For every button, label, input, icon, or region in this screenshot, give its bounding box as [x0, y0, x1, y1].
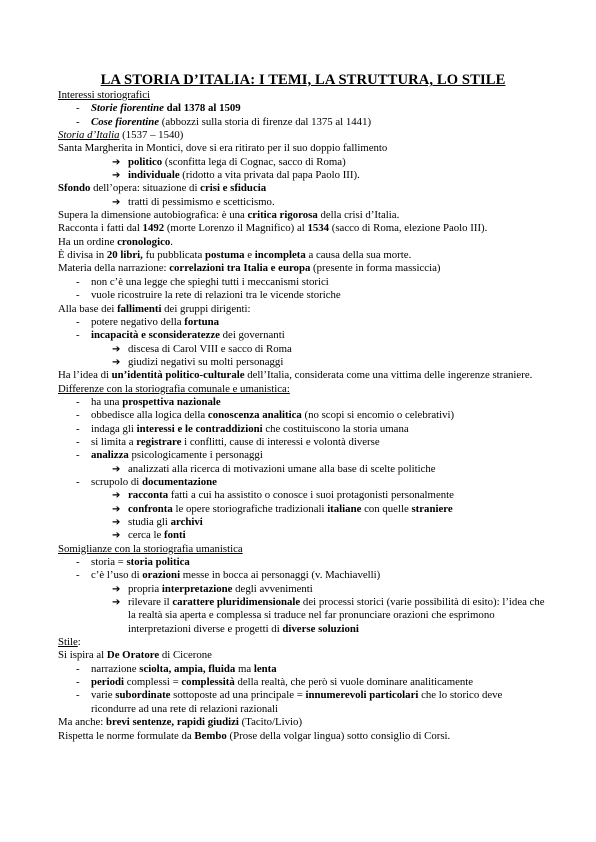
text-segment: (no scopi si encomio o celebrativi) — [301, 409, 455, 422]
text-segment: postuma — [204, 249, 245, 262]
text-segment: fatti a cui ha assistito o conosce i suoi protagonisti personalmente — [168, 489, 454, 502]
text-segment: prospettiva nazionale — [122, 395, 221, 408]
text-segment: ma — [235, 662, 254, 675]
text-segment: (Tacito/Livio) — [238, 716, 303, 729]
text-segment: individuale — [128, 169, 180, 182]
text-line — [58, 262, 548, 275]
text-segment: Ha l’idea di — [58, 369, 112, 382]
text-segment: della realtà, che però si vuole dominare analiticamente — [234, 676, 474, 689]
arrow-icon: ➔ — [112, 530, 121, 542]
text-line — [58, 222, 548, 235]
arrow-icon: ➔ — [112, 170, 121, 182]
arrow-item — [58, 583, 548, 596]
text-segment: innumerevoli particolari — [305, 689, 419, 702]
text-segment: Differenze con la storiografia comunale e umanistica: — [58, 382, 290, 395]
text-line — [58, 730, 548, 743]
text-segment: storia = — [91, 556, 127, 569]
text-line — [58, 142, 548, 155]
text-segment: (sconfitta lega di Cognac, sacco di Roma) — [162, 155, 346, 168]
text-segment: dei governanti — [219, 329, 285, 342]
bullet-item — [58, 409, 548, 422]
text-segment: c’è l’uso di — [91, 569, 143, 582]
text-segment: conoscenza analitica — [207, 409, 302, 422]
arrow-icon: ➔ — [112, 503, 121, 515]
text-segment: non c’è una legge che spieghi tutti i meccanismi storici — [91, 275, 329, 288]
text-segment: fortuna — [184, 315, 220, 328]
text-line — [58, 636, 548, 649]
arrow-item — [58, 169, 548, 182]
text-line — [58, 383, 548, 396]
text-segment: fu pubblicata — [142, 249, 205, 262]
text-segment: propria — [128, 582, 162, 595]
text-segment: De Oratore — [106, 649, 160, 662]
text-segment: Santa Margherita in Montici, dove si era ritirato per il suo doppio fallimento — [58, 142, 388, 155]
text-segment: 1534 — [307, 222, 330, 235]
text-segment: Cose fiorentine — [91, 115, 160, 128]
text-segment: che lo storico deve ricondurre ad una rete di relazioni razionali — [91, 689, 503, 715]
text-segment: (Prose della volgar lingua) sotto consiglio di Corsi. — [226, 729, 451, 742]
text-segment: diverse soluzioni — [282, 622, 359, 635]
text-segment: crisi e sfiducia — [200, 182, 267, 195]
text-line — [58, 182, 548, 195]
bullet-item — [58, 676, 548, 689]
text-segment: Somiglianze con la storiografia umanistica — [58, 542, 243, 555]
text-segment: incompleta — [254, 249, 306, 262]
text-segment: indaga gli — [91, 422, 137, 435]
text-segment: documentazione — [141, 475, 217, 488]
text-segment: Bembo — [194, 729, 227, 742]
text-segment: con quelle — [361, 502, 412, 515]
text-line — [58, 236, 548, 249]
bullet-item — [58, 436, 548, 449]
text-segment: (morte Lorenzo il Magnifico) al — [164, 222, 308, 235]
arrow-icon: ➔ — [112, 156, 121, 168]
text-line — [58, 369, 548, 382]
text-segment: dei processi storici (varie possibilità di esito): l’idea che la realtà sia aperta e complessa si traduce nel far pronunciare orazioni che esprimono interpretazioni diverse e progetti di — [128, 596, 545, 635]
text-segment: obbedisce alla logica della — [91, 409, 208, 422]
text-segment: subordinate — [115, 689, 171, 702]
bullet-item — [58, 423, 548, 436]
text-segment: di Cicerone — [159, 649, 212, 662]
text-segment: discesa di Carol VIII e sacco di Roma — [128, 342, 292, 355]
text-segment: Ma anche: — [58, 716, 106, 729]
text-segment: Rispetta le norme formulate da — [58, 729, 195, 742]
arrow-icon: ➔ — [112, 490, 121, 502]
bullet-item — [58, 689, 548, 716]
text-segment: Stile — [58, 636, 78, 649]
text-segment: a causa della sua morte. — [305, 249, 412, 262]
text-segment: che costituiscono la storia umana — [262, 422, 409, 435]
text-segment: dell’opera: situazione di — [90, 182, 201, 195]
text-segment: dell’Italia, considerata come una vittima delle ingerenze straniere. — [244, 369, 533, 382]
text-segment: e — [244, 249, 255, 262]
arrow-item — [58, 156, 548, 169]
text-segment: Sfondo — [58, 182, 91, 195]
text-segment: (abbozzi sulla storia di firenze dal 1375 al 1441) — [159, 115, 372, 128]
text-line — [58, 129, 548, 142]
text-segment: fonti — [163, 529, 186, 542]
text-line — [58, 303, 548, 316]
text-segment: carattere pluridimensionale — [172, 596, 301, 609]
arrow-item — [58, 463, 548, 476]
text-segment: scrupolo di — [91, 475, 142, 488]
arrow-icon: ➔ — [112, 597, 121, 609]
arrow-item — [58, 503, 548, 516]
text-segment: interessi e le contraddizioni — [136, 422, 263, 435]
text-segment: varie — [91, 689, 116, 702]
text-segment: tratti di pessimismo e scetticismo. — [128, 195, 275, 208]
text-segment: (1537 – 1540) — [119, 129, 184, 142]
arrow-item — [58, 343, 548, 356]
text-segment: sciolta, ampia, fluida — [139, 662, 236, 675]
text-segment: brevi sentenze, rapidi giudizi — [105, 716, 239, 729]
document-page — [58, 71, 548, 743]
bullet-item — [58, 116, 548, 129]
arrow-icon: ➔ — [112, 343, 121, 355]
text-segment: racconta — [128, 489, 169, 502]
text-segment: analizza — [91, 449, 129, 462]
text-segment: i conflitti, cause di interessi e volontà diverse — [181, 435, 380, 448]
bullet-item — [58, 329, 548, 342]
text-segment: È divisa in — [58, 249, 107, 262]
text-segment: correlazioni tra Italia e europa — [169, 262, 311, 275]
text-segment: dal 1378 al 1509 — [166, 102, 241, 115]
bullet-item — [58, 276, 548, 289]
text-segment: vuole ricostruire la rete di relazioni tra le vicende storiche — [91, 289, 341, 302]
text-segment: degli avvenimenti — [232, 582, 313, 595]
text-segment: le opere storiografiche tradizionali — [172, 502, 328, 515]
bullet-item — [58, 569, 548, 582]
text-segment: dei gruppi dirigenti: — [161, 302, 251, 315]
text-segment: 1492 — [142, 222, 165, 235]
text-segment: interpretazione — [161, 582, 233, 595]
text-line — [58, 543, 548, 556]
arrow-item — [58, 516, 548, 529]
text-segment: Storie fiorentine — [91, 102, 164, 115]
bullet-item — [58, 289, 548, 302]
text-segment: archivi — [170, 516, 203, 528]
arrow-item — [58, 596, 548, 636]
text-segment: Supera la dimensione autobiografica: è una — [58, 209, 248, 222]
text-segment: complessi = — [124, 676, 182, 689]
text-segment: Si ispira al — [58, 649, 107, 662]
text-segment: (presente in forma massiccia) — [310, 262, 441, 275]
arrow-icon: ➔ — [112, 463, 121, 475]
text-line — [58, 89, 548, 102]
text-segment: critica rigorosa — [247, 209, 318, 222]
bullet-item — [58, 316, 548, 329]
text-segment: della crisi d’Italia. — [317, 209, 400, 222]
text-line — [58, 649, 548, 662]
text-segment: politico — [128, 155, 163, 168]
arrow-icon: ➔ — [112, 356, 121, 368]
text-segment: lenta — [253, 662, 277, 675]
text-segment: Materia della narrazione: — [58, 262, 170, 275]
text-segment: analizzati alla ricerca di motivazioni umane alla base di scelte politiche — [128, 462, 436, 475]
arrow-icon: ➔ — [112, 583, 121, 595]
text-segment: cronologico — [117, 235, 171, 248]
text-line — [58, 249, 548, 262]
text-segment: un’identità politico-culturale — [111, 369, 245, 382]
text-segment: giudizi negativi su molti personaggi — [128, 355, 284, 368]
text-segment: narrazione — [91, 662, 140, 675]
arrow-icon: ➔ — [112, 196, 121, 208]
text-segment: straniere — [411, 502, 453, 515]
text-line — [58, 716, 548, 729]
arrow-item — [58, 489, 548, 502]
text-segment: incapacità e sconsideratezze — [91, 329, 220, 342]
text-segment: (ridotto a vita privata dal papa Paolo III). — [179, 169, 360, 182]
text-segment: potere negativo della — [91, 315, 185, 328]
page-title: LA STORIA D’ITALIA: I TEMI, LA STRUTTURA, LO STILE — [100, 72, 506, 88]
text-segment: fallimenti — [117, 302, 162, 315]
bullet-item — [58, 449, 548, 462]
text-segment: Storia d’Italia — [58, 129, 120, 142]
text-segment: storia politica — [126, 556, 190, 569]
text-segment: psicologicamente i personaggi — [128, 449, 263, 462]
text-segment: cerca le — [128, 529, 164, 542]
text-segment: : — [77, 636, 81, 649]
arrow-item — [58, 529, 548, 542]
document-body — [58, 89, 548, 743]
text-segment: (sacco di Roma, elezione Paolo III). — [329, 222, 488, 235]
bullet-item — [58, 102, 548, 115]
text-segment: complessità — [181, 676, 235, 689]
text-segment: registrare — [136, 435, 182, 448]
bullet-item — [58, 663, 548, 676]
text-segment: Alla base dei — [58, 302, 118, 315]
text-segment: italiane — [327, 502, 362, 515]
text-segment: si limita a — [91, 435, 137, 448]
text-segment: Ha un ordine — [58, 235, 118, 248]
arrow-item — [58, 196, 548, 209]
text-segment: periodi — [91, 676, 124, 689]
text-segment: confronta — [128, 502, 173, 515]
arrow-icon: ➔ — [112, 517, 121, 528]
bullet-item — [58, 476, 548, 489]
bullet-item — [58, 396, 548, 409]
text-segment: Racconta i fatti dal — [58, 222, 143, 235]
text-segment: sottoposte ad una principale = — [170, 689, 306, 702]
text-segment: rilevare il — [128, 596, 173, 609]
text-line — [58, 209, 548, 222]
text-segment: orazioni — [142, 569, 181, 582]
bullet-item — [58, 556, 548, 569]
text-segment: . — [170, 235, 173, 248]
text-segment: Interessi storiografici — [58, 89, 151, 101]
text-segment: ha una — [91, 395, 123, 408]
text-segment: messe in bocca ai personaggi (v. Machiavelli) — [180, 569, 381, 582]
arrow-item — [58, 356, 548, 369]
text-segment: studia gli — [128, 516, 171, 528]
text-segment: 20 libri, — [106, 249, 143, 262]
